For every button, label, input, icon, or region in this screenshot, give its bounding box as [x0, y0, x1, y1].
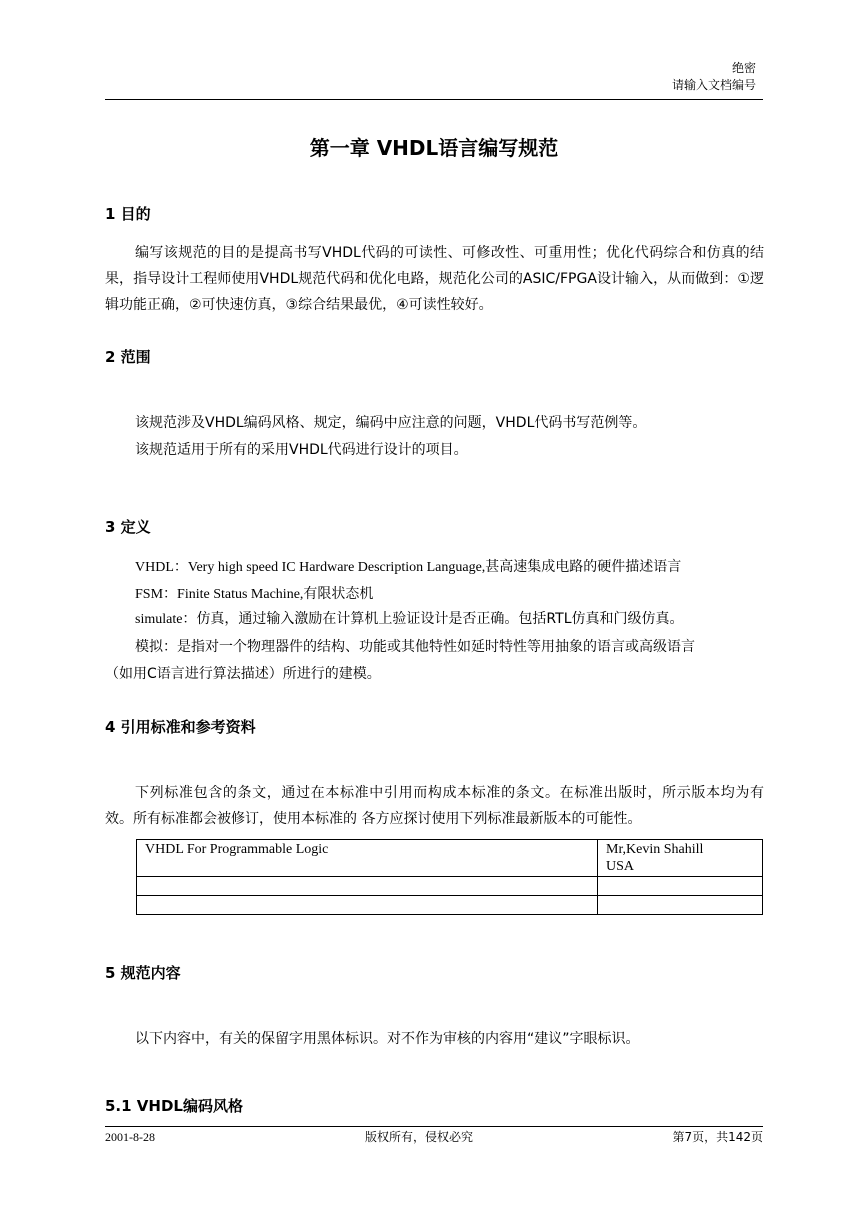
header-divider: [105, 99, 763, 100]
chapter-title: 第一章 VHDL语言编写规范: [309, 136, 559, 160]
definition-fsm: [135, 583, 373, 606]
footer-page-number: 第7页，共142页: [672, 1130, 763, 1144]
section-4-heading: 4 引用标准和参考资料: [105, 718, 256, 736]
definition-model-line-1: 模拟：是指对一个物理器件的结构、功能或其他特性如延时特性等用抽象的语言或高级语言: [135, 639, 695, 655]
reference-author-cell: [598, 877, 763, 896]
definition-simulate: [135, 608, 684, 631]
section-5-1-heading: 5.1 VHDL编码风格: [105, 1097, 243, 1115]
reference-title-cell: [137, 877, 598, 896]
section-2-heading: 2 范围: [105, 348, 151, 366]
section-5-body: 以下内容中，有关的保留字用黑体标识。对不作为审核的内容用“建议”字眼标识。: [135, 1031, 640, 1047]
table-row: [137, 896, 763, 915]
definition-vhdl-english: Very high speed IC Hardware Description Language,: [187, 560, 486, 575]
section-2-line-2: 该规范适用于所有的采用VHDL代码进行设计的项目。: [135, 442, 468, 458]
definition-model-line-2: （如用C语言进行算法描述）所进行的建模。: [105, 666, 381, 682]
table-row: [137, 877, 763, 896]
reference-author-cell: [598, 840, 763, 877]
header-doc-number: 请输入文档编号: [671, 78, 756, 92]
definition-vhdl-chinese: 甚高速集成电路的硬件描述语言: [485, 559, 682, 575]
definition-fsm-term: FSM：: [135, 587, 178, 602]
definition-fsm-english: Finite Status Machine,: [177, 587, 304, 602]
footer-copyright: 版权所有，侵权必究: [365, 1130, 474, 1144]
definition-fsm-chinese: 有限状态机: [303, 586, 374, 602]
header-classification: 绝密: [731, 61, 756, 75]
section-1-heading: 1 目的: [105, 205, 151, 223]
section-5-heading: 5 规范内容: [105, 964, 181, 982]
section-1-body: 编写该规范的目的是提高书写VHDL代码的可读性、可修改性、可重用性；优化代码综合和仿真的结果，指导设计工程师使用VHDL规范代码和优化电路，规范化公司的ASIC/FPGA设计输入，从而做到：①逻辑功能正确，②可快速仿真，③综合结果最优，④可读性较好。: [105, 245, 764, 313]
reference-title-cell: [137, 896, 598, 915]
section-2-line-1: 该规范涉及VHDL编码风格、规定，编码中应注意的问题，VHDL代码书写范例等。: [135, 415, 647, 431]
table-row: [137, 840, 763, 877]
reference-author: Mr,Kevin Shahill: [606, 842, 704, 857]
definition-vhdl-term: VHDL：: [135, 560, 188, 575]
section-4-body: 下列标准包含的条文，通过在本标准中引用而构成本标准的条文。在标准出版时，所示版本均为有效。所有标准都会被修订，使用本标准的 各方应探讨使用下列标准最新版本的可能性。: [105, 785, 764, 827]
footer-divider: [105, 1126, 763, 1127]
reference-org: USA: [606, 859, 635, 874]
footer-date: 2001-8-28: [105, 1130, 155, 1144]
reference-author-cell: [598, 896, 763, 915]
definition-simulate-text: 仿真，通过输入激励在计算机上验证设计是否正确。包括RTL仿真和门级仿真。: [196, 611, 684, 627]
definition-vhdl: [135, 556, 681, 579]
section-3-heading: 3 定义: [105, 518, 151, 536]
reference-title-cell: VHDL For Programmable Logic: [137, 840, 598, 877]
definition-simulate-term: simulate：: [135, 612, 197, 627]
reference-table: [136, 839, 763, 915]
